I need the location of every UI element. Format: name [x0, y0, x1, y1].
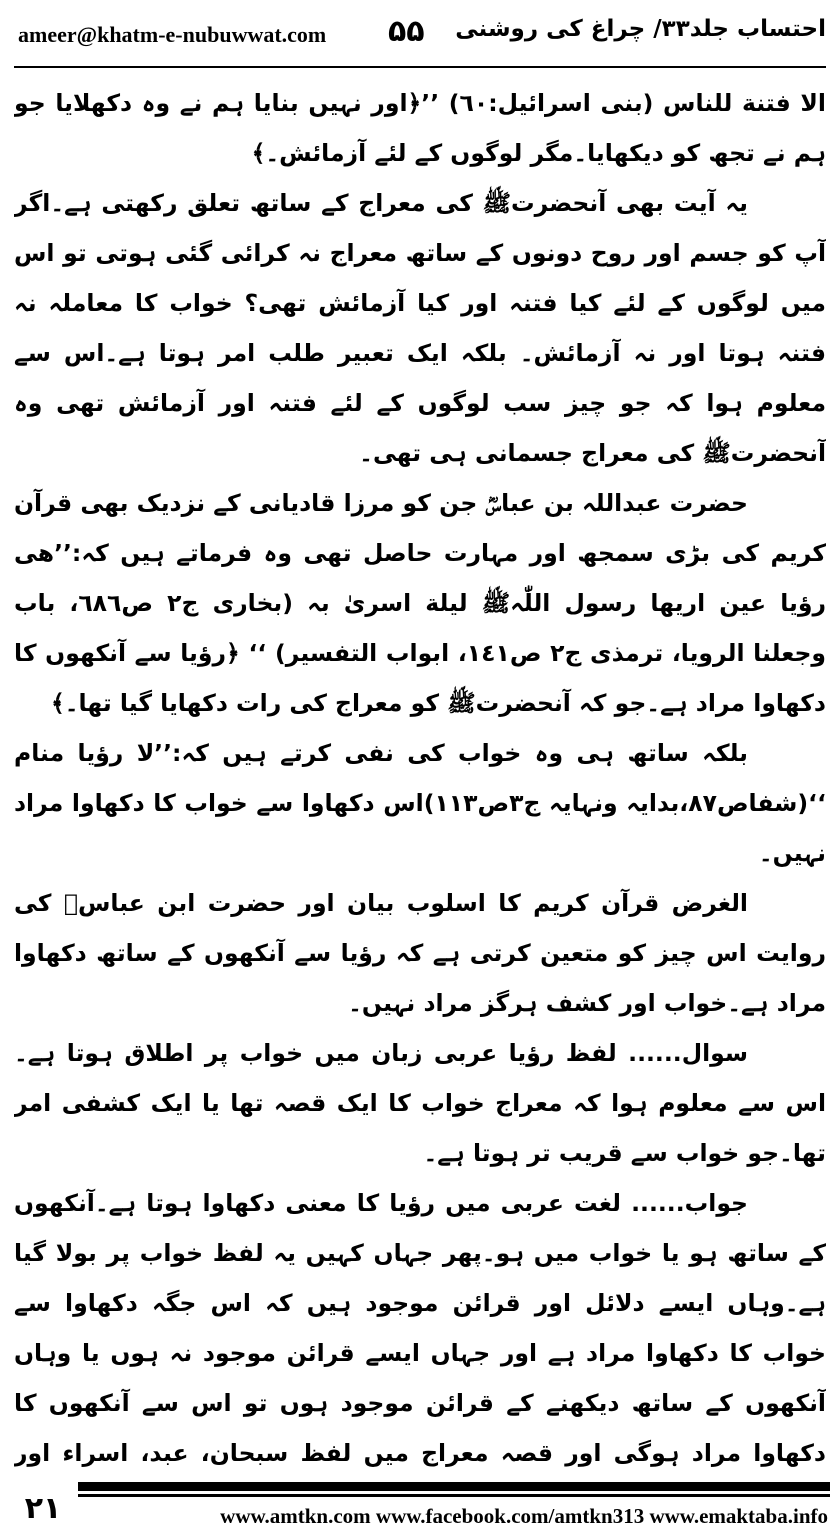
paragraph-3: حضرت عبداللہ بن عباسؓ جن کو مرزا قادیانی کے نزدیک بھی قرآن کریم کی بڑی سمجھ اور مہارت حاصل تھی وہ فرماتے ہیں کہ:’’ھی رؤیا عین اریھا رسول اللّٰہﷺ لیلة اسریٰ بہ (بخاری ج۲ ص٦٨٦، باب وجعلنا الرویا، ترمذی ج۲ ص١٤١، ابواب التفسیر) ‘‘ ﴿رؤیا سے آنکھوں کا دکھاوا مراد ہے۔جو کہ آنحضرتﷺ کو معراج کی رات دکھایا گیا تھا۔﴾: [14, 489, 826, 717]
page-footer: [0, 1476, 840, 1540]
body-text: [14, 78, 826, 1468]
paragraph-4: بلکہ ساتھ ہی وہ خواب کی نفی کرتے ہیں کہ:’’لا رؤیا منام ‘‘(شفاص۸۷،بدایہ ونہایہ ج۳ص۱۱۳)اس دکھاوا سے خواب کا دکھاوا مراد نہیں۔: [14, 739, 826, 867]
paragraph-5: الغرض قرآن کریم کا اسلوب بیان اور حضرت ابن عباسؓ کی روایت اس چیز کو متعین کرتی ہے کہ رؤیا سے آنکھوں کے ساتھ دکھاوا مراد ہے۔خواب اور کشف ہرگز مراد نہیں۔: [14, 889, 826, 1017]
footer-rule-thin: [78, 1494, 830, 1497]
header-title: احتساب جلد۳۳/ چراغ کی روشنی: [455, 16, 826, 42]
paragraph-1: الا فتنة للناس (بنی اسرائیل:٦٠) ’’﴿اور نہیں بنایا ہم نے وہ دکھلایا جو ہم نے تجھ کو دیکھایا۔مگر لوگوں کے لئے آزمائش۔﴾: [14, 89, 826, 167]
footer-rule-thick: [78, 1482, 830, 1491]
page-header: [0, 0, 840, 70]
paragraph-6: سوال...... لفظ رؤیا عربی زبان میں خواب پر اطلاق ہوتا ہے۔اس سے معلوم ہوا کہ معراج خواب کا ایک قصہ تھا یا ایک کشفی امر تھا۔جو خواب سے قریب تر ہوتا ہے۔: [14, 1039, 826, 1167]
header-page-number: ۵۵: [388, 14, 425, 49]
footer-links[interactable]: www.amtkn.com www.facebook.com/amtkn313 www.emaktaba.info: [220, 1504, 828, 1528]
header-rule: [14, 66, 826, 68]
header-email[interactable]: ameer@khatm-e-nubuwwat.com: [18, 22, 327, 47]
paragraph-7: جواب...... لغت عربی میں رؤیا کا معنی دکھاوا ہوتا ہے۔آنکھوں کے ساتھ ہو یا خواب میں ہو۔پھر جہاں کہیں یہ لفظ خواب پر بولا گیا ہے۔وہاں ایسے دلائل اور قرائن موجود ہیں کہ اس جگہ دکھاوا سے خواب کا دکھاوا مراد ہے اور جہاں ایسے قرائن موجود نہ ہوں یا وہاں آنکھوں کے ساتھ دیکھنے کے قرائن موجود ہوں تو اس سے آنکھوں کا دکھاوا مراد ہوگی اور قصہ معراج میں لفظ سبحان، عبد، اسراء اور: [14, 1189, 826, 1467]
paragraph-2: یہ آیت بھی آنحضرتﷺ کی معراج کے ساتھ تعلق رکھتی ہے۔اگر آپ کو جسم اور روح دونوں کے ساتھ معراج نہ کرائی گئی ہوتی تو اس میں لوگوں کے لئے کیا فتنہ اور کیا آزمائش تھی؟ خواب کا معاملہ نہ فتنہ ہوتا اور نہ آزمائش۔ بلکہ ایک تعبیر طلب امر ہوتا ہے۔اس سے معلوم ہوا کہ جو چیز سب لوگوں کے لئے فتنہ اور آزمائش تھی وہ آنحضرتﷺ کی معراج جسمانی ہی تھی۔: [14, 189, 826, 467]
footer-page-number: ۲۱: [24, 1491, 62, 1526]
